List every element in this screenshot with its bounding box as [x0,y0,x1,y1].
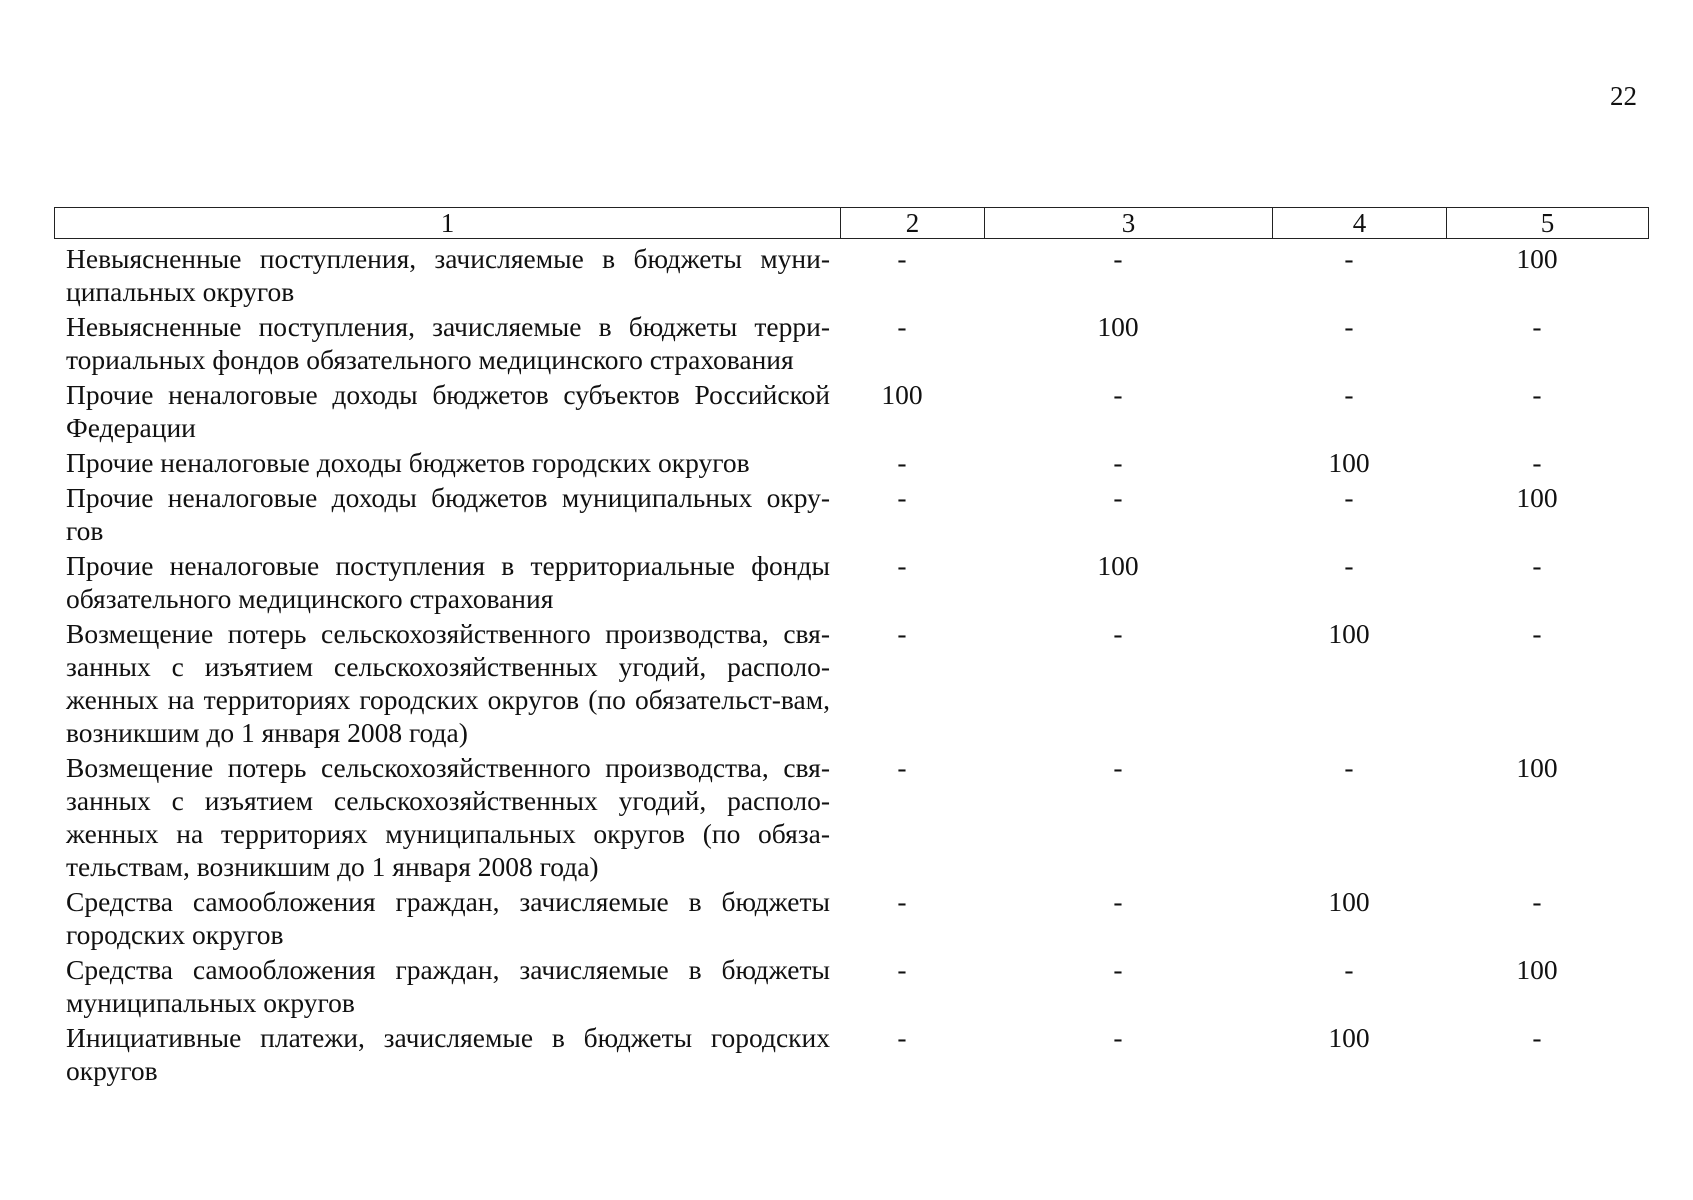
revenue-type-name: Прочие неналоговые доходы бюджетов городских округов [66,447,750,478]
percent-cell-3: - [1113,1022,1123,1053]
percent-cell-3: 100 [1097,311,1139,342]
percent-cell-4: - [1344,482,1354,513]
percent-cell-4: - [1344,243,1354,274]
table-row [54,749,1650,883]
percent-cell-3: - [1113,886,1123,917]
percent-cell-2: - [897,1022,907,1053]
table-row [54,308,1650,376]
revenue-type-name: Инициативные платежи, зачисляемые в бюджеты городских округов [66,1022,830,1086]
percent-cell-5: - [1532,1022,1542,1053]
table-row [54,547,1650,615]
column-header-2: 2 [841,208,985,239]
percent-cell-4: - [1344,752,1354,783]
percent-cell-2: - [897,954,907,985]
table-row [54,615,1650,749]
column-header-5: 5 [1447,208,1649,239]
revenue-type-name: Невыясненные поступления, зачисляемые в бюджеты терри-ториальных фондов обязательного медицинского страхования [66,311,830,375]
percent-cell-5: 100 [1516,752,1558,783]
percent-cell-5: - [1532,447,1542,478]
percent-cell-5: - [1532,379,1542,410]
percent-cell-4: - [1344,311,1354,342]
revenue-type-name: Средства самообложения граждан, зачисляемые в бюджеты городских округов [66,886,830,950]
percent-cell-5: - [1532,550,1542,581]
revenue-type-name: Возмещение потерь сельскохозяйственного производства, свя-занных с изъятием сельскохозяйственных угодий, располо-женных на территориях муниципальных округов (по обяза-тельствам, возникшим до 1 января 2008 года) [66,752,830,882]
percent-cell-2: - [897,447,907,478]
percent-cell-5: 100 [1516,954,1558,985]
percent-cell-2: - [897,311,907,342]
column-header-row [54,207,1649,239]
table-row [54,883,1650,951]
column-header-3: 3 [985,208,1273,239]
percent-cell-4: - [1344,550,1354,581]
percent-cell-4: 100 [1328,1022,1370,1053]
percent-cell-5: - [1532,311,1542,342]
table-row [54,479,1650,547]
percent-cell-4: - [1344,954,1354,985]
revenue-type-name: Невыясненные поступления, зачисляемые в бюджеты муни-ципальных округов [66,243,830,307]
percent-cell-5: 100 [1516,243,1558,274]
percent-cell-2: - [897,482,907,513]
percent-cell-3: - [1113,618,1123,649]
table-row [54,376,1650,444]
percent-cell-2: - [897,752,907,783]
revenue-type-name: Прочие неналоговые поступления в территориальные фонды обязательного медицинского страхования [66,550,830,614]
percent-cell-4: 100 [1328,618,1370,649]
percent-cell-3: - [1113,482,1123,513]
percent-cell-3: - [1113,447,1123,478]
table-row [54,1019,1650,1087]
percent-cell-5: 100 [1516,482,1558,513]
percent-cell-3: 100 [1097,550,1139,581]
percent-cell-2: - [897,550,907,581]
page-number: 22 [1610,81,1637,111]
revenue-type-name: Возмещение потерь сельскохозяйственного производства, свя-занных с изъятием сельскохозяйственных угодий, располо-женных на территориях городских округов (по обязательст-вам, возникшим до 1 января 2008 года) [66,618,830,748]
column-header-1: 1 [55,208,841,239]
percent-cell-4: 100 [1328,447,1370,478]
revenue-type-name: Прочие неналоговые доходы бюджетов субъектов Российской Федерации [66,379,830,443]
percent-cell-2: - [897,886,907,917]
revenue-type-name: Прочие неналоговые доходы бюджетов муниципальных окру-гов [66,482,830,546]
column-header-4: 4 [1273,208,1447,239]
percent-cell-3: - [1113,752,1123,783]
revenue-type-name: Средства самообложения граждан, зачисляемые в бюджеты муниципальных округов [66,954,830,1018]
percent-cell-3: - [1113,379,1123,410]
table-row [54,240,1650,308]
percent-cell-5: - [1532,618,1542,649]
percent-cell-2: - [897,618,907,649]
percent-cell-3: - [1113,243,1123,274]
percent-cell-3: - [1113,954,1123,985]
percent-cell-5: - [1532,886,1542,917]
percent-cell-2: 100 [881,379,923,410]
percent-cell-4: - [1344,379,1354,410]
percent-cell-2: - [897,243,907,274]
table-row [54,951,1650,1019]
percent-cell-4: 100 [1328,886,1370,917]
table-body [54,240,1650,1087]
table-row [54,444,1650,479]
